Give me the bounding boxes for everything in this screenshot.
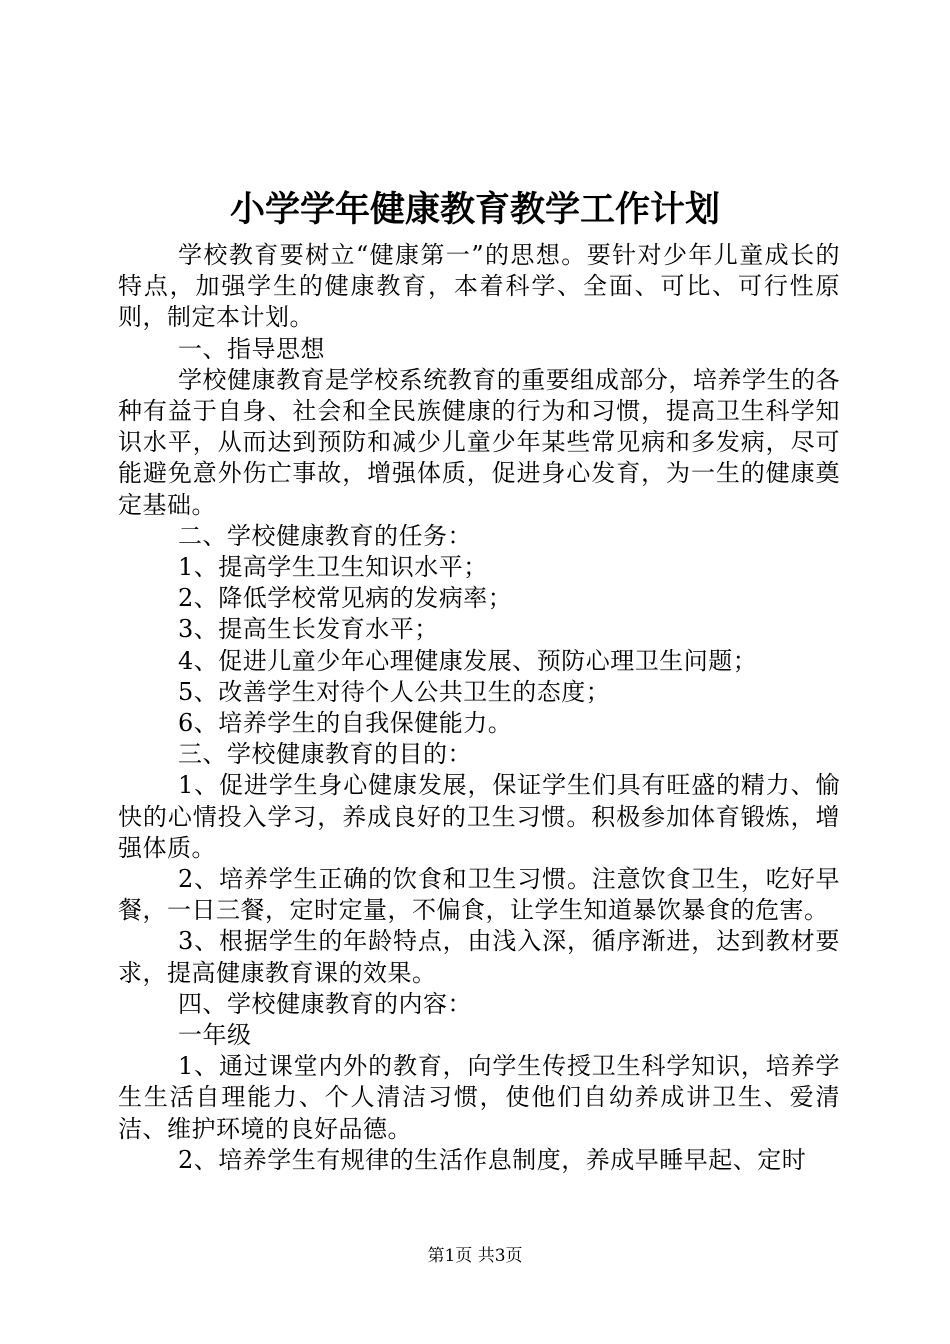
subheading-grade-one: 一年级 <box>178 1021 252 1050</box>
section-heading-guiding-thought: 一、指导思想 <box>178 334 325 363</box>
list-item-task-2: 2、降低学校常见病的发病率； <box>178 584 513 613</box>
paragraph-intro: 学校教育要树立“健康第一”的思想。要针对少年儿童成长的特点，加强学生的健康教育，本着科学、全面、可比、可行性原则，制定本计划。 <box>118 241 840 332</box>
section-heading-goals: 三、学校健康教育的目的： <box>178 740 472 769</box>
list-item-goal-3: 3、根据学生的年龄特点，由浅入深，循序渐进，达到教材要求，提高健康教育课的效果。 <box>118 927 840 987</box>
document-title: 小学学年健康教育教学工作计划 <box>229 189 720 230</box>
list-item-task-1: 1、提高学生卫生知识水平； <box>178 553 488 582</box>
page-indicator: 第1页 共3页 <box>427 1246 523 1266</box>
section-heading-tasks: 二、学校健康教育的任务： <box>178 521 472 550</box>
document-body <box>118 240 840 1176</box>
list-item-grade-one-2: 2、培养学生有规律的生活作息制度，养成早睡早起、定时 <box>178 1145 807 1174</box>
list-item-task-4: 4、促进儿童少年心理健康发展、预防心理卫生问题； <box>178 646 758 675</box>
list-item-task-5: 5、改善学生对待个人公共卫生的态度； <box>178 677 611 706</box>
list-item-task-3: 3、提高生长发育水平； <box>178 615 439 644</box>
list-item-task-6: 6、培养学生的自我保健能力。 <box>178 709 513 738</box>
paragraph-guiding-thought: 学校健康教育是学校系统教育的重要组成部分，培养学生的各种有益于自身、社会和全民族健康的行为和习惯，提高卫生科学知识水平，从而达到预防和减少儿童少年某些常见病和多发病，尽可能避免意外伤亡事故，增强体质，促进身心发育，为一生的健康奠定基础。 <box>118 365 840 519</box>
list-item-goal-1: 1、促进学生身心健康发展，保证学生们具有旺盛的精力、愉快的心情投入学习，养成良好的卫生习惯。积极参加体育锻炼，增强体质。 <box>118 771 840 862</box>
list-item-goal-2: 2、培养学生正确的饮食和卫生习惯。注意饮食卫生，吃好早餐，一日三餐，定时定量，不偏食，让学生知道暴饮暴食的危害。 <box>118 865 840 925</box>
section-heading-content: 四、学校健康教育的内容： <box>178 989 472 1018</box>
list-item-grade-one-1: 1、通过课堂内外的教育，向学生传授卫生科学知识，培养学生生活自理能力、个人清洁习惯，使他们自幼养成讲卫生、爱清洁、维护环境的良好品德。 <box>118 1052 840 1143</box>
